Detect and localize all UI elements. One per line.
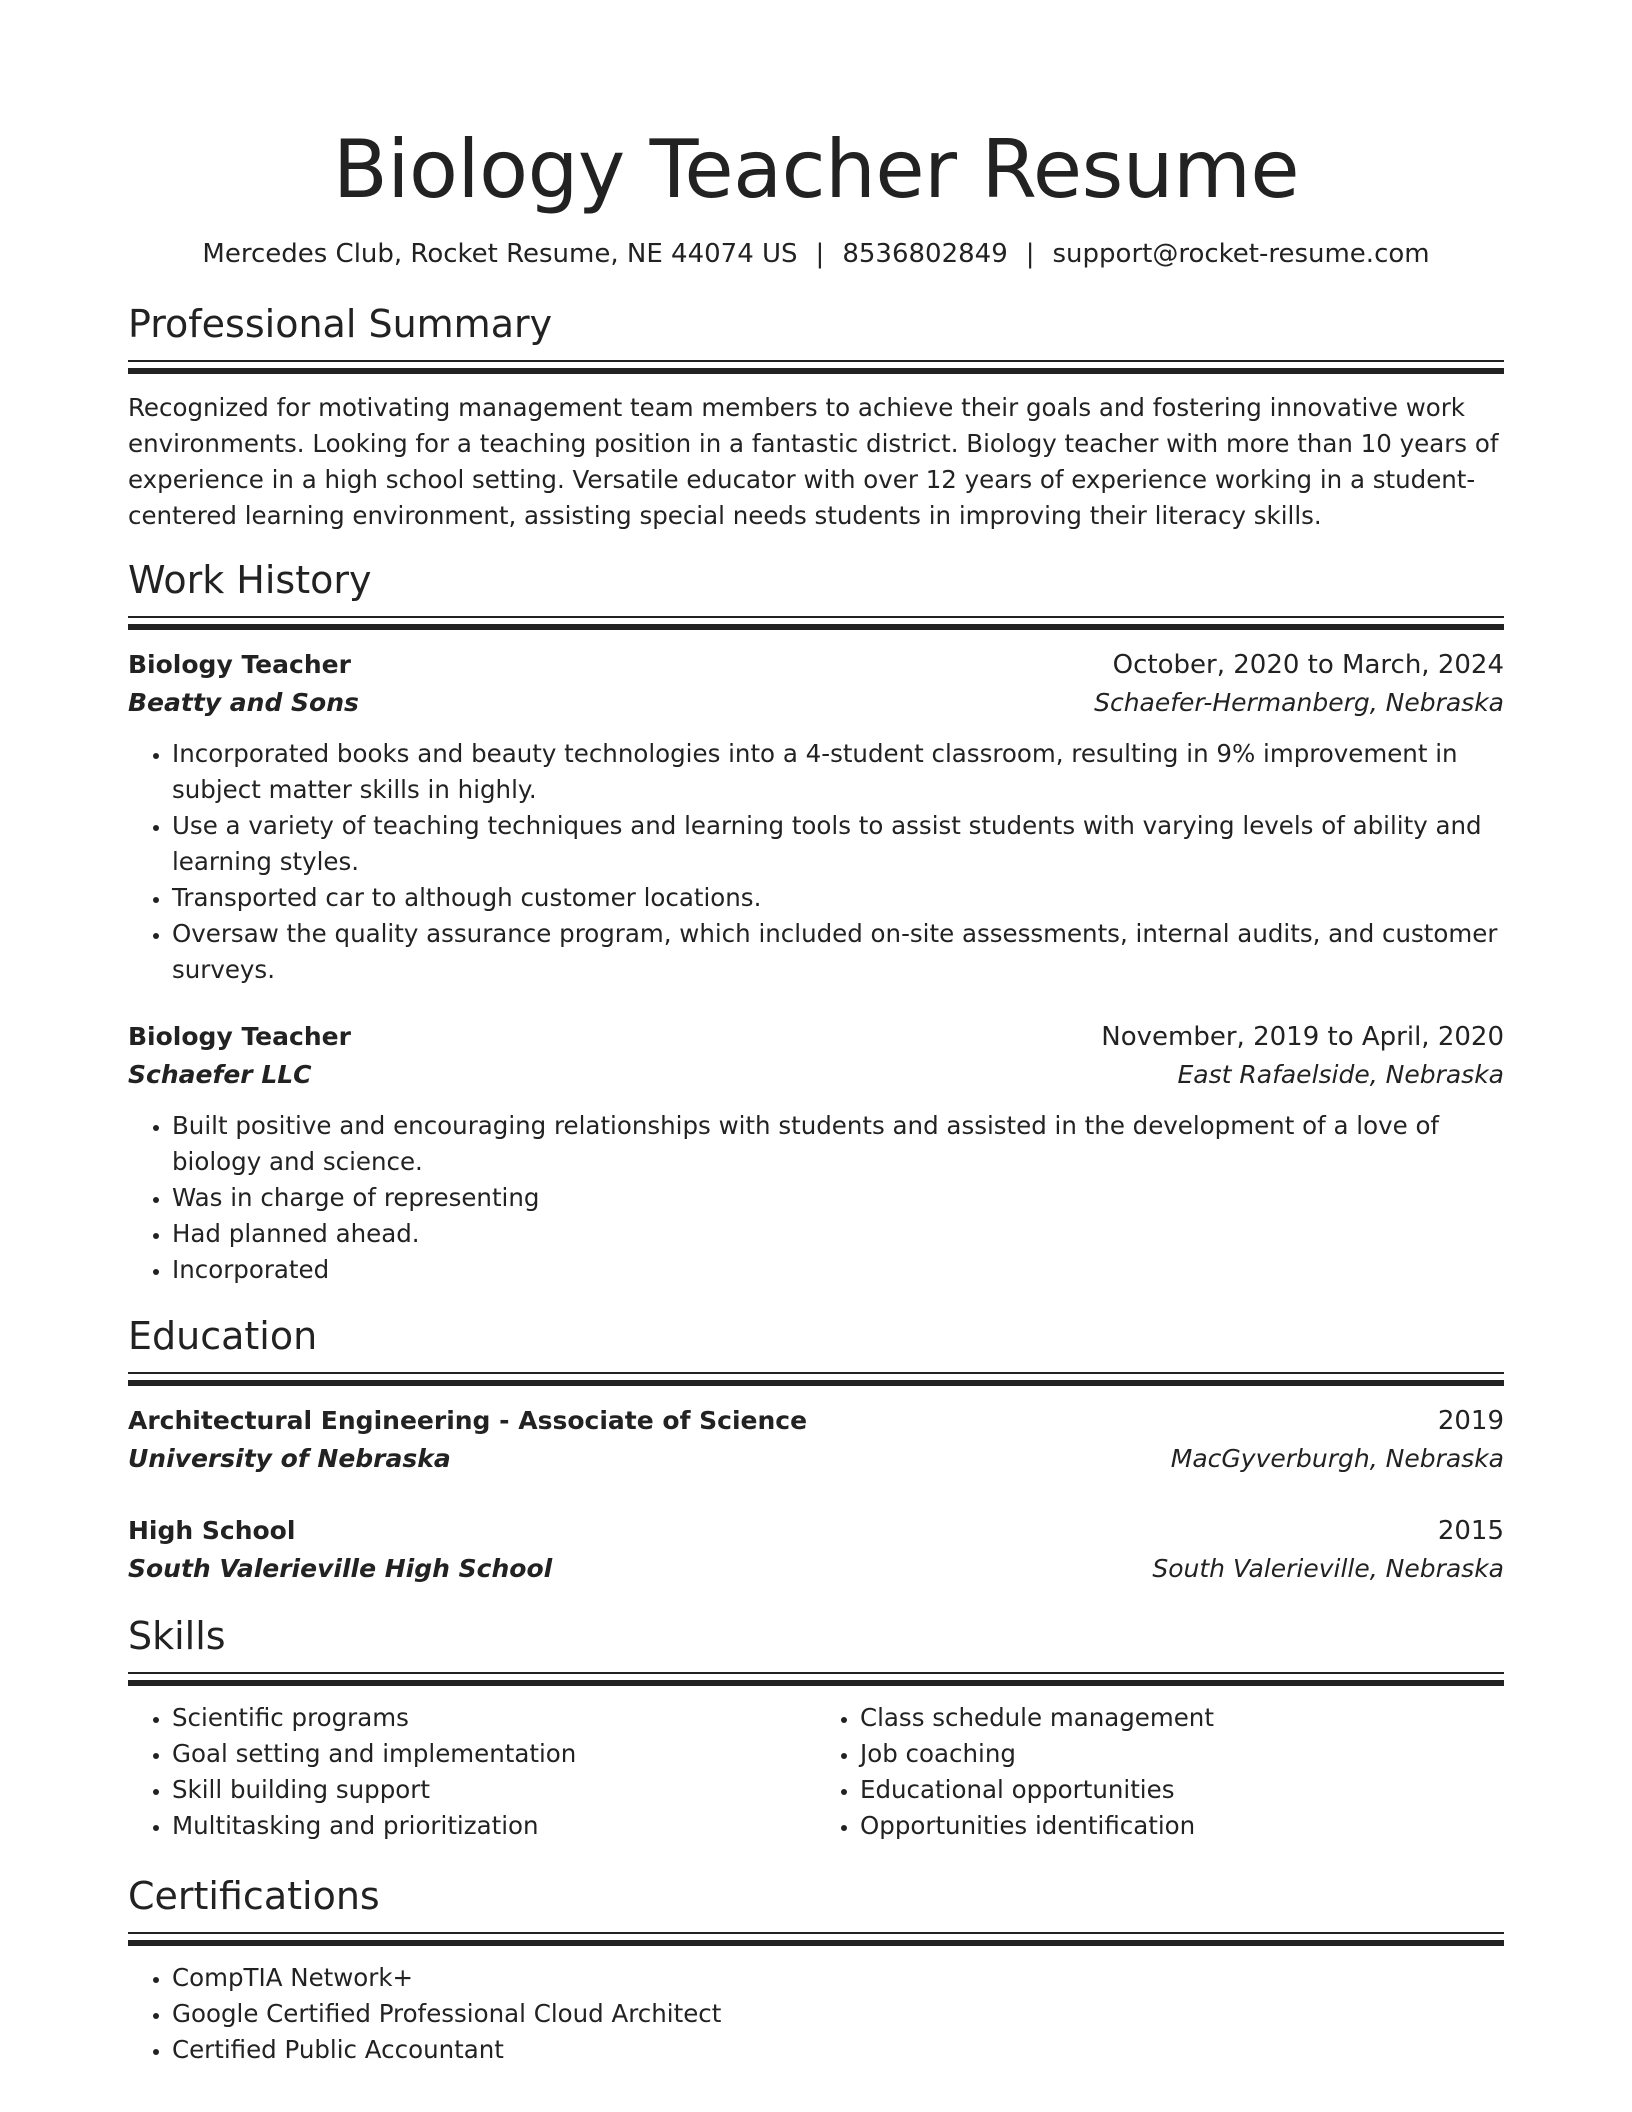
job-bullet: • Was in charge of representing: [172, 1180, 1504, 1216]
education-header-row: [128, 1402, 1504, 1440]
education-location: MacGyverburgh, Nebraska: [1170, 1444, 1504, 1473]
certification-item: • CompTIA Network+: [172, 1960, 1504, 1996]
section-divider-thick: [128, 1380, 1504, 1386]
job-location: East Rafaelside, Nebraska: [1177, 1060, 1504, 1089]
education-degree: High School: [128, 1516, 296, 1545]
contact-address: Mercedes Club, Rocket Resume, NE 44074 US: [202, 239, 798, 269]
section-heading-work: Work History: [128, 558, 372, 602]
job-title: Biology Teacher: [128, 650, 351, 679]
contact-phone: 8536802849: [842, 239, 1008, 269]
resume-title: Biology Teacher Resume: [332, 123, 1300, 216]
job-bullet: • Built positive and encouraging relationships with students and assisted in the development of a love of biology and science.: [172, 1108, 1504, 1180]
work-history-section: [128, 556, 1504, 1288]
job-dates: October, 2020 to March, 2024: [1112, 650, 1504, 680]
job-bullet: • Transported car to although customer locations.: [172, 880, 1504, 916]
summary-section: [128, 300, 1504, 534]
skill-item: • Class schedule management: [860, 1700, 1504, 1736]
section-divider-thick: [128, 624, 1504, 630]
skill-item: • Skill building support: [172, 1772, 816, 1808]
skill-item: • Scientific programs: [172, 1700, 816, 1736]
section-heading-summary: Professional Summary: [128, 302, 553, 346]
contact-separator: |: [815, 239, 825, 269]
job-company: Beatty and Sons: [128, 688, 359, 717]
job-location: Schaefer-Hermanberg, Nebraska: [1094, 688, 1504, 717]
job-header-row: [128, 646, 1504, 684]
education-year: 2019: [1437, 1406, 1504, 1436]
section-heading-skills: Skills: [128, 1614, 226, 1658]
section-heading-education: Education: [128, 1314, 318, 1358]
education-school-row: [128, 1440, 1504, 1478]
skill-item: • Goal setting and implementation: [172, 1736, 816, 1772]
summary-text: Recognized for motivating management team members to achieve their goals and fostering innovative work environments. Looking for a teaching position in a fantastic district. Biology teacher with more than 10 years of experience in a high school setting. Versatile educator with over 12 years of experience working in a student-centered learning environment, assisting special needs students in improving their literacy skills.: [128, 393, 1499, 530]
job-bullets: [128, 736, 1504, 988]
section-heading-certifications: Certifications: [128, 1874, 380, 1918]
skills-list-right: [816, 1700, 1504, 1844]
skill-item: • Job coaching: [860, 1736, 1504, 1772]
job-bullet: • Had planned ahead.: [172, 1216, 1504, 1252]
job-company-row: [128, 1056, 1504, 1094]
education-entry: [128, 1512, 1504, 1588]
certifications-section: [128, 1872, 1504, 2068]
education-degree: Architectural Engineering - Associate of Science: [128, 1406, 808, 1435]
section-divider: [128, 1672, 1504, 1674]
section-divider-thick: [128, 368, 1504, 374]
job-header-row: [128, 1018, 1504, 1056]
certifications-list: [128, 1960, 1504, 2068]
contact-line: [128, 236, 1504, 272]
certification-item: • Google Certified Professional Cloud Architect: [172, 1996, 1504, 2032]
skill-item: • Opportunities identification: [860, 1808, 1504, 1844]
contact-email: support@rocket-resume.com: [1052, 239, 1430, 269]
education-school-row: [128, 1550, 1504, 1588]
education-entry: [128, 1402, 1504, 1478]
job-bullet: • Oversaw the quality assurance program, which included on-site assessments, internal audits, and customer surveys.: [172, 916, 1504, 988]
job-bullet: • Incorporated: [172, 1252, 1504, 1288]
section-divider-thick: [128, 1680, 1504, 1686]
skill-item: • Multitasking and prioritization: [172, 1808, 816, 1844]
section-divider: [128, 1932, 1504, 1934]
job-dates: November, 2019 to April, 2020: [1101, 1022, 1504, 1052]
skill-item: • Educational opportunities: [860, 1772, 1504, 1808]
education-section: [128, 1312, 1504, 1588]
job-company-row: [128, 684, 1504, 722]
education-location: South Valerieville, Nebraska: [1152, 1554, 1504, 1583]
section-divider: [128, 360, 1504, 362]
resume-page: [128, 0, 1504, 2068]
education-school: University of Nebraska: [128, 1444, 451, 1473]
certification-item: • Certified Public Accountant: [172, 2032, 1504, 2068]
section-divider: [128, 616, 1504, 618]
job-title: Biology Teacher: [128, 1022, 351, 1051]
job-bullet: • Incorporated books and beauty technologies into a 4-student classroom, resulting in 9% improvement in subject matter skills in highly.: [172, 736, 1504, 808]
job-entry: [128, 646, 1504, 988]
job-entry: [128, 1018, 1504, 1288]
education-year: 2015: [1437, 1516, 1504, 1546]
skills-columns: [128, 1700, 1504, 1844]
job-company: Schaefer LLC: [128, 1060, 312, 1089]
section-divider: [128, 1372, 1504, 1374]
skills-list-left: [128, 1700, 816, 1844]
education-header-row: [128, 1512, 1504, 1550]
education-school: South Valerieville High School: [128, 1554, 553, 1583]
job-bullets: [128, 1108, 1504, 1288]
section-divider-thick: [128, 1940, 1504, 1946]
job-bullet: • Use a variety of teaching techniques and learning tools to assist students with varying levels of ability and learning styles.: [172, 808, 1504, 880]
skills-section: [128, 1612, 1504, 1844]
contact-separator: |: [1025, 239, 1035, 269]
